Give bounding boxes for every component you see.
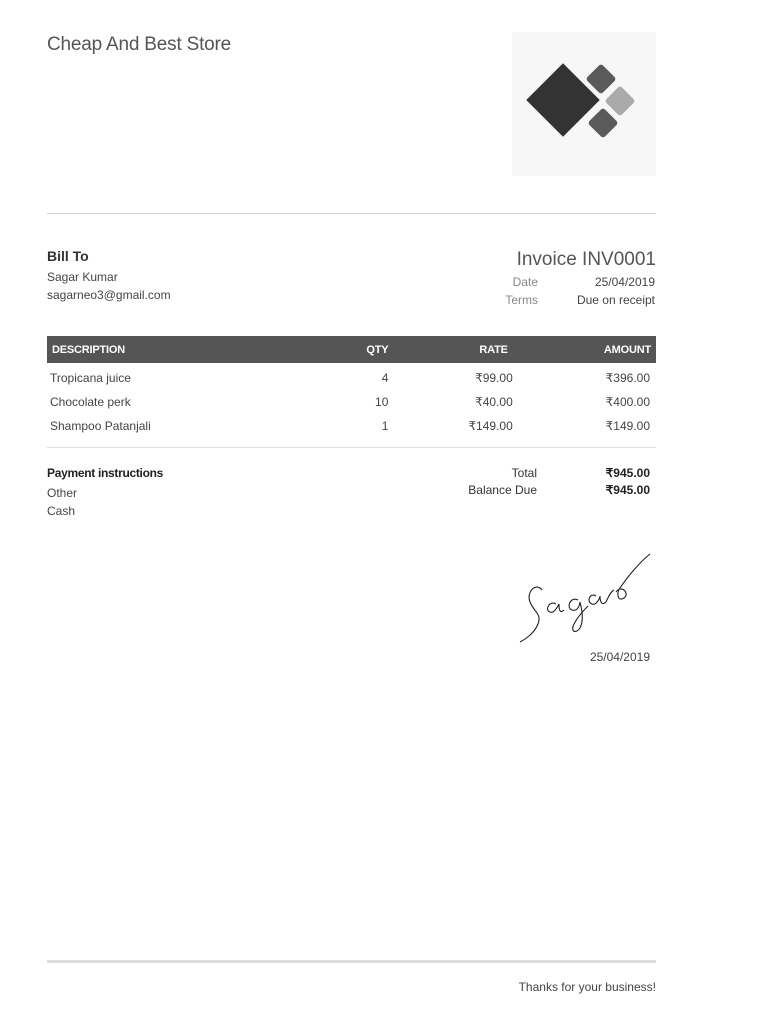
- logo-large-diamond: [526, 63, 600, 137]
- item-amount: ₹149.00: [605, 419, 650, 433]
- logo-bottom-diamond: [587, 107, 618, 138]
- signature-image: [512, 548, 657, 646]
- payment-detail: Cash: [47, 504, 76, 518]
- customer-name: Sagar Kumar: [47, 270, 118, 284]
- terms-label: Terms: [505, 293, 538, 307]
- item-description: Tropicana juice: [50, 371, 131, 385]
- item-qty: 1: [381, 419, 389, 433]
- item-rate: ₹40.00: [475, 395, 513, 409]
- item-description: Shampoo Patanjali: [50, 419, 151, 433]
- total-label: Total: [511, 466, 537, 480]
- balance-due-amount: ₹945.00: [605, 483, 650, 497]
- store-name: Cheap And Best Store: [47, 34, 232, 55]
- column-header-rate: RATE: [479, 343, 508, 356]
- thank-you-note: Thanks for your business!: [518, 980, 656, 994]
- invoice-title: Invoice INV0001: [516, 249, 656, 270]
- bill-to-heading: Bill To: [47, 248, 89, 264]
- invoice-date: 25/04/2019: [594, 275, 655, 289]
- header-divider: [47, 213, 656, 214]
- item-qty: 10: [375, 395, 389, 409]
- table-row: [47, 390, 656, 414]
- balance-due-label: Balance Due: [468, 483, 537, 497]
- column-header-description: DESCRIPTION: [52, 343, 125, 356]
- line-items-table: [47, 336, 656, 438]
- item-rate: ₹99.00: [475, 371, 513, 385]
- item-rate: ₹149.00: [468, 419, 513, 433]
- date-label: Date: [512, 275, 538, 289]
- items-divider: [47, 447, 656, 448]
- table-header-row: [47, 336, 656, 363]
- column-header-amount: AMOUNT: [603, 343, 651, 356]
- item-description: Chocolate perk: [50, 395, 131, 409]
- item-amount: ₹396.00: [605, 371, 650, 385]
- logo-right-diamond: [604, 85, 635, 116]
- signature-date: 25/04/2019: [589, 650, 650, 664]
- logo-top-diamond: [585, 63, 616, 94]
- item-qty: 4: [381, 371, 389, 385]
- table-row: [47, 363, 656, 390]
- item-amount: ₹400.00: [605, 395, 650, 409]
- payment-method: Other: [47, 486, 78, 500]
- customer-email: sagarneo3@gmail.com: [47, 288, 171, 302]
- total-amount: ₹945.00: [605, 466, 650, 480]
- table-row: [47, 414, 656, 438]
- invoice-terms: Due on receipt: [576, 293, 655, 307]
- store-logo: [512, 32, 656, 176]
- footer-divider: [47, 960, 656, 963]
- column-header-qty: QTY: [366, 343, 389, 356]
- payment-instructions-heading: Payment instructions: [47, 466, 164, 480]
